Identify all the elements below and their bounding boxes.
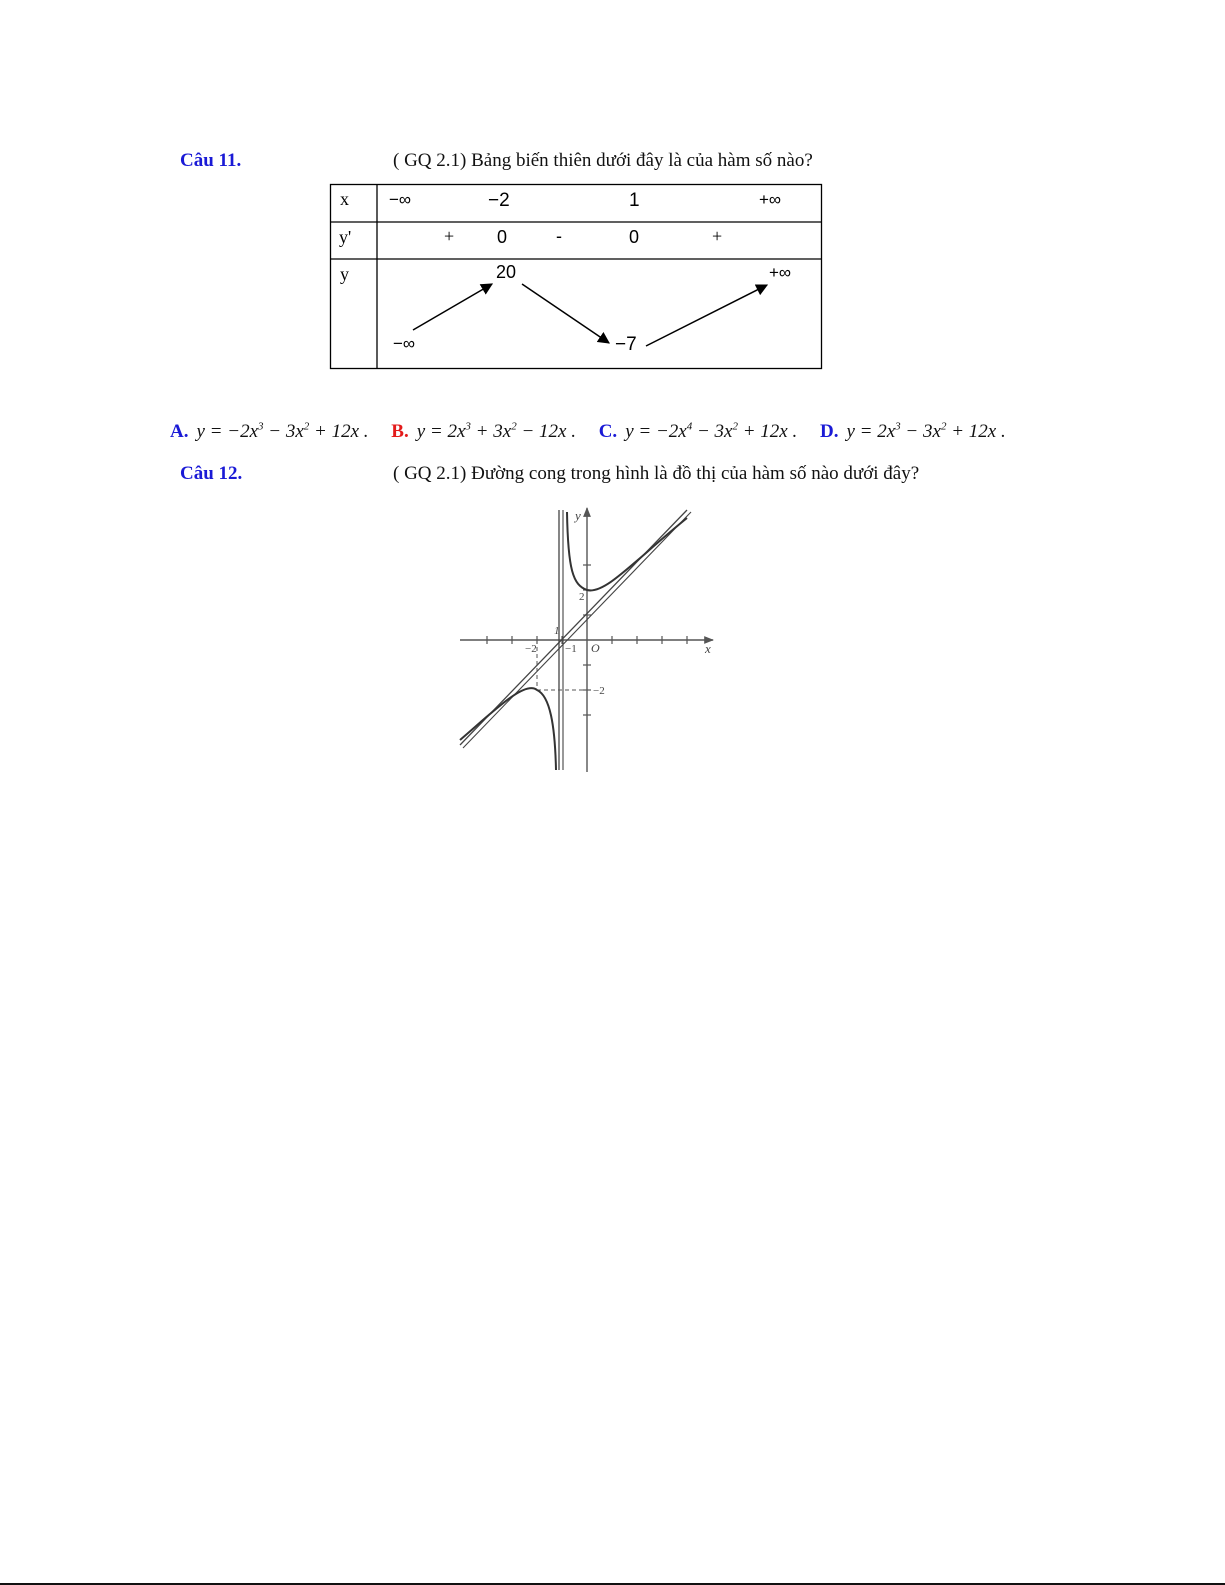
option-b-letter: B. <box>391 421 409 442</box>
option-d-exp1: 3 <box>895 420 901 433</box>
option-b-mid: + 3x <box>470 421 512 442</box>
label-x-axis: x <box>705 641 711 656</box>
label-minus-two-y: −2 <box>593 685 605 697</box>
option-c-exp1: 4 <box>686 420 693 433</box>
arrow-increase-2 <box>646 285 767 346</box>
option-c-tail: + 12x . <box>737 421 798 442</box>
option-b-y: y <box>416 421 426 442</box>
option-b-exp1: 3 <box>465 420 471 433</box>
x-neg-inf: −∞ <box>389 190 412 209</box>
option-d-mid: − 3x <box>900 421 941 442</box>
option-d[interactable] <box>820 421 1006 443</box>
option-c[interactable] <box>599 421 798 443</box>
option-c-letter: C. <box>598 421 618 442</box>
option-a-exp2: 2 <box>303 420 310 433</box>
option-c-eq: = −2x <box>633 421 687 442</box>
option-c-exp2: 2 <box>732 420 738 433</box>
y-max-20: 20 <box>496 262 517 282</box>
sign-plus-2: + <box>712 226 723 246</box>
question-11-label: Câu 11. <box>180 150 242 171</box>
sign-plus-1: + <box>444 226 455 246</box>
y-min-minus7: −7 <box>615 334 637 355</box>
x-one: 1 <box>629 190 640 211</box>
label-one: 1 <box>554 625 560 637</box>
option-d-letter: D. <box>819 421 839 442</box>
variation-table <box>0 0 1225 400</box>
option-b[interactable] <box>391 421 576 443</box>
y-neg-inf: −∞ <box>393 334 416 353</box>
option-a-letter: A. <box>170 421 189 442</box>
option-d-eq: = 2x <box>854 421 896 442</box>
question-12-text: ( GQ 2.1) Đường cong trong hình là đồ thị của hàm số nào dưới đây? <box>393 463 920 484</box>
arrow-increase-1 <box>413 284 492 330</box>
sign-zero-1: 0 <box>497 227 508 247</box>
option-d-y: y <box>846 421 855 442</box>
option-b-exp2: 2 <box>511 420 517 433</box>
sign-zero-2: 0 <box>629 227 640 247</box>
label-minus-two-x: −2 <box>525 643 537 655</box>
label-minus-one: −1 <box>565 643 577 655</box>
label-origin: O <box>591 641 600 655</box>
question-11-text: ( GQ 2.1) Bảng biến thiên dưới đây là của hàm số nào? <box>393 150 813 171</box>
option-a-mid: − 3x <box>263 421 304 442</box>
option-a-tail: + 12x . <box>309 421 369 442</box>
option-d-tail: + 12x . <box>946 421 1006 442</box>
x-pos-inf: +∞ <box>759 190 782 209</box>
option-a[interactable] <box>170 421 369 443</box>
option-c-y: y <box>625 421 634 442</box>
label-y-axis: y <box>575 508 581 523</box>
option-a-y: y <box>196 421 205 442</box>
row-label-x: x <box>340 189 349 209</box>
sign-minus: - <box>556 226 562 246</box>
oblique-asymptote-2 <box>463 512 691 748</box>
option-d-exp2: 2 <box>940 420 947 433</box>
option-b-eq: = 2x <box>425 421 466 442</box>
row-label-y: y <box>340 264 349 284</box>
option-c-mid: − 3x <box>692 421 733 442</box>
question-12-label: Câu 12. <box>180 463 243 484</box>
question-11-answers <box>170 421 1024 443</box>
option-a-exp1: 3 <box>258 420 264 433</box>
label-two: 2 <box>579 591 585 603</box>
function-graph <box>455 500 730 775</box>
y-pos-inf: +∞ <box>769 263 792 282</box>
arrow-decrease <box>522 284 609 343</box>
option-a-eq: = −2x <box>204 421 258 442</box>
row-label-yprime: y' <box>339 227 352 247</box>
x-minus-two: −2 <box>488 190 510 211</box>
curve-lower-branch <box>460 688 556 770</box>
option-b-tail: − 12x . <box>516 421 576 442</box>
